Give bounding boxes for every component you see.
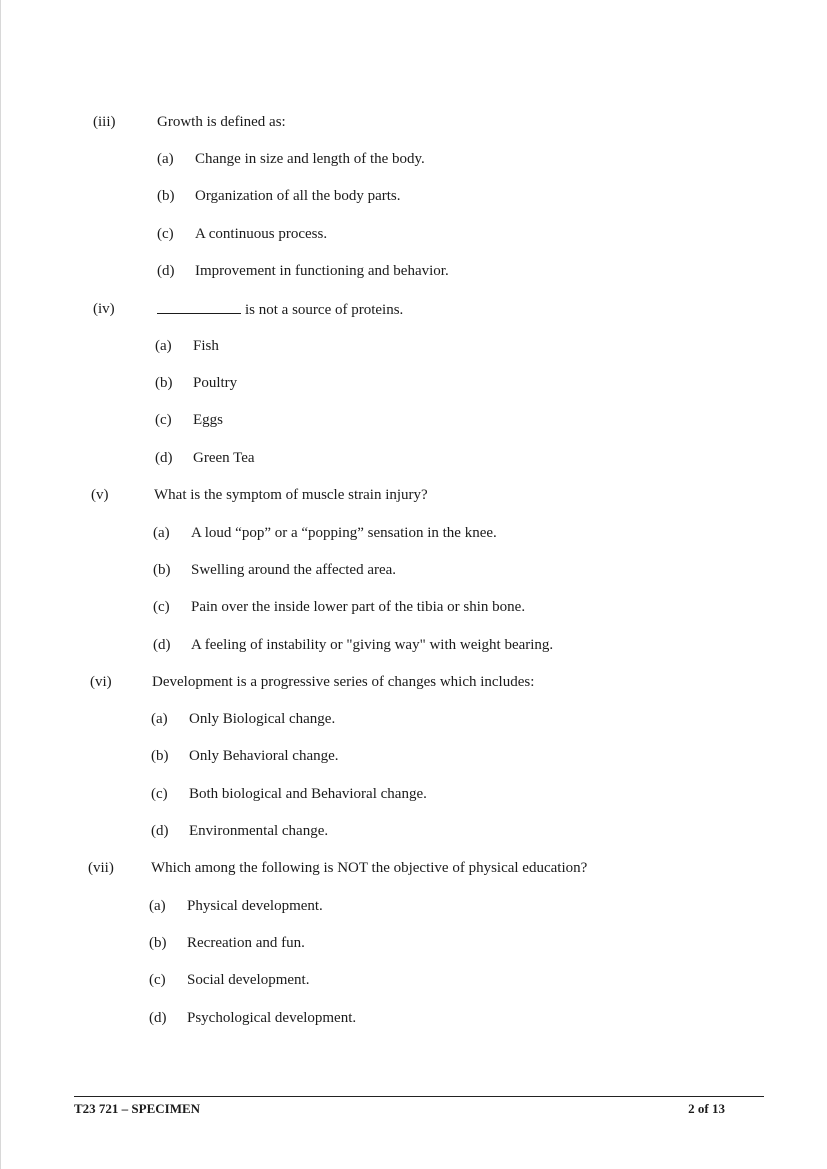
option-text: Fish <box>193 338 219 354</box>
option-text: Physical development. <box>187 898 323 914</box>
option <box>153 598 525 616</box>
option-text: Environmental change. <box>189 823 329 839</box>
option <box>149 1009 356 1027</box>
question-stem: is not a source of proteins. <box>245 302 404 318</box>
option-label: (a) <box>149 898 166 914</box>
option <box>151 785 427 803</box>
option-label: (d) <box>151 823 169 839</box>
option-text: Organization of all the body parts. <box>195 188 401 204</box>
option-label: (d) <box>157 263 175 279</box>
option-text: Recreation and fun. <box>187 935 305 951</box>
option <box>153 524 497 542</box>
option-text: Change in size and length of the body. <box>195 151 425 167</box>
question-number: (vii) <box>88 860 114 876</box>
answer-blank <box>157 300 241 314</box>
page-edge <box>0 0 1 1169</box>
question-number: (v) <box>91 487 109 503</box>
question-stem: Growth is defined as: <box>157 114 286 130</box>
option-text: Pain over the inside lower part of the tibia or shin bone. <box>191 599 526 615</box>
page-number: 2 of 13 <box>688 1101 725 1116</box>
option <box>151 822 328 840</box>
question-stem: Development is a progressive series of changes which includes: <box>152 674 535 690</box>
option <box>155 449 255 467</box>
option-label: (b) <box>149 935 167 951</box>
option-text: Both biological and Behavioral change. <box>189 786 427 802</box>
option <box>149 897 323 915</box>
option-text: A continuous process. <box>195 226 328 242</box>
question-stem-with-blank <box>157 300 403 319</box>
option-label: (c) <box>157 226 174 242</box>
option-text: Only Biological change. <box>189 711 336 727</box>
option-text: Eggs <box>193 412 223 428</box>
option <box>155 411 223 429</box>
option-label: (a) <box>153 525 170 541</box>
question-stem: Which among the following is NOT the objective of physical education? <box>151 860 588 876</box>
option-text: Only Behavioral change. <box>189 748 339 764</box>
option-label: (c) <box>149 972 166 988</box>
option <box>149 971 309 989</box>
option-text: Improvement in functioning and behavior. <box>195 263 449 279</box>
question-number: (iii) <box>93 114 116 130</box>
option-label: (a) <box>157 151 174 167</box>
option-text: Poultry <box>193 375 238 391</box>
option-label: (d) <box>155 450 173 466</box>
option-text: Social development. <box>187 972 310 988</box>
option <box>155 337 219 355</box>
question-number: (iv) <box>93 301 115 317</box>
option-label: (b) <box>151 748 169 764</box>
option-label: (a) <box>155 338 172 354</box>
option <box>157 225 327 243</box>
option-text: Psychological development. <box>187 1010 357 1026</box>
option <box>153 636 553 654</box>
option <box>151 710 335 728</box>
option-text: Swelling around the affected area. <box>191 562 397 578</box>
option <box>149 934 305 952</box>
option-label: (d) <box>149 1010 167 1026</box>
option-text: A feeling of instability or "giving way" with weight bearing. <box>191 637 554 653</box>
option-label: (c) <box>155 412 172 428</box>
option <box>157 187 401 205</box>
option-label: (c) <box>151 786 168 802</box>
question-number: (vi) <box>90 674 112 690</box>
option <box>157 150 425 168</box>
option <box>151 747 339 765</box>
option <box>153 561 396 579</box>
option <box>155 374 237 392</box>
option-label: (a) <box>151 711 168 727</box>
option-text: Green Tea <box>193 450 255 466</box>
paper-code: T23 721 – SPECIMEN <box>74 1101 201 1116</box>
option-text: A loud “pop” or a “popping” sensation in the knee. <box>191 525 497 541</box>
option-label: (d) <box>153 637 171 653</box>
option <box>157 262 449 280</box>
footer-divider <box>74 1096 764 1097</box>
option-label: (b) <box>153 562 171 578</box>
option-label: (c) <box>153 599 170 615</box>
option-label: (b) <box>155 375 173 391</box>
question-stem: What is the symptom of muscle strain injury? <box>154 487 428 503</box>
option-label: (b) <box>157 188 175 204</box>
